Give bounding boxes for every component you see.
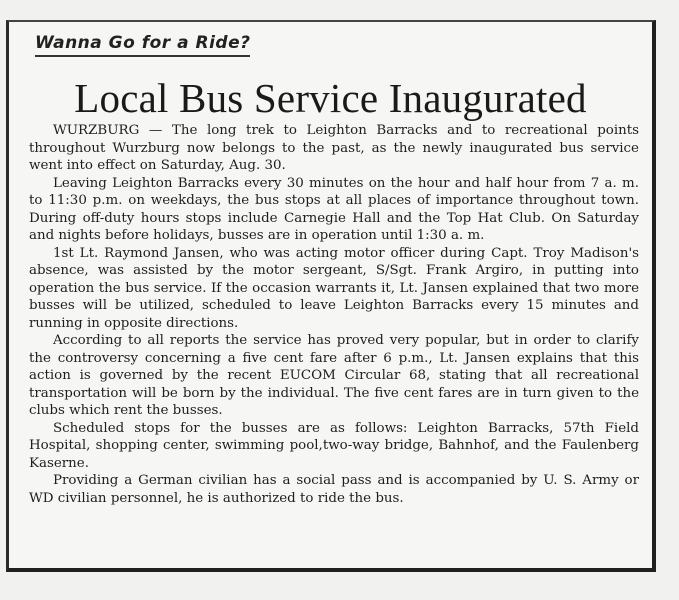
article-paragraph: Providing a German civilian has a social pass and is accompanied by U. S. Army or WD civilian personnel, he is authorized to ride the bus. (29, 473, 639, 506)
newspaper-clipping (6, 20, 656, 572)
article-paragraph: According to all reports the service has proved very popular, but in order to clarify the controversy concerning a five cent fare after 6 p.m., Lt. Jansen explains that this action is governed by the recent EUCOM Circular 68, stating that all recreational transportation will be born by the individual. The five cent fares are in turn given to the clubs which rent the busses. (29, 333, 639, 418)
article-paragraph: Scheduled stops for the busses are as follows: Leighton Barracks, 57th Field Hospital, shopping center, swimming pool,two-way bridge, Bahnhof, and the Faulenberg Kaserne. (29, 420, 639, 471)
article-body (29, 122, 639, 507)
article-paragraph: 1st Lt. Raymond Jansen, who was acting motor officer during Capt. Troy Madison's absence, was assisted by the motor sergeant, S/Sgt. Frank Argiro, in putting into operation the bus service. If the occasion warrants it, Lt. Jansen explained that two more busses will be utilized, scheduled to leave Leighton Barracks every 15 minutes and running in opposite directions. (29, 245, 639, 331)
article-paragraph: Leaving Leighton Barracks every 30 minutes on the hour and half hour from 7 a. m. to 11:30 p.m. on weekdays, the bus stops at all places of importance throughout town. During off-duty hours stops include Carnegie Hall and the Top Hat Club. On Saturday and nights before holidays, busses are in operation until 1:30 a. m. (29, 175, 639, 243)
article-paragraph: WURZBURG — The long trek to Leighton Barracks and to recreational points throughout Wurzburg now belongs to the past, as the newly inaugurated bus service went into effect on Saturday, Aug. 30. (29, 123, 639, 173)
article-headline: Local Bus Service Inaugurated (74, 75, 587, 121)
kicker-heading: Wanna Go for a Ride? (35, 33, 250, 57)
